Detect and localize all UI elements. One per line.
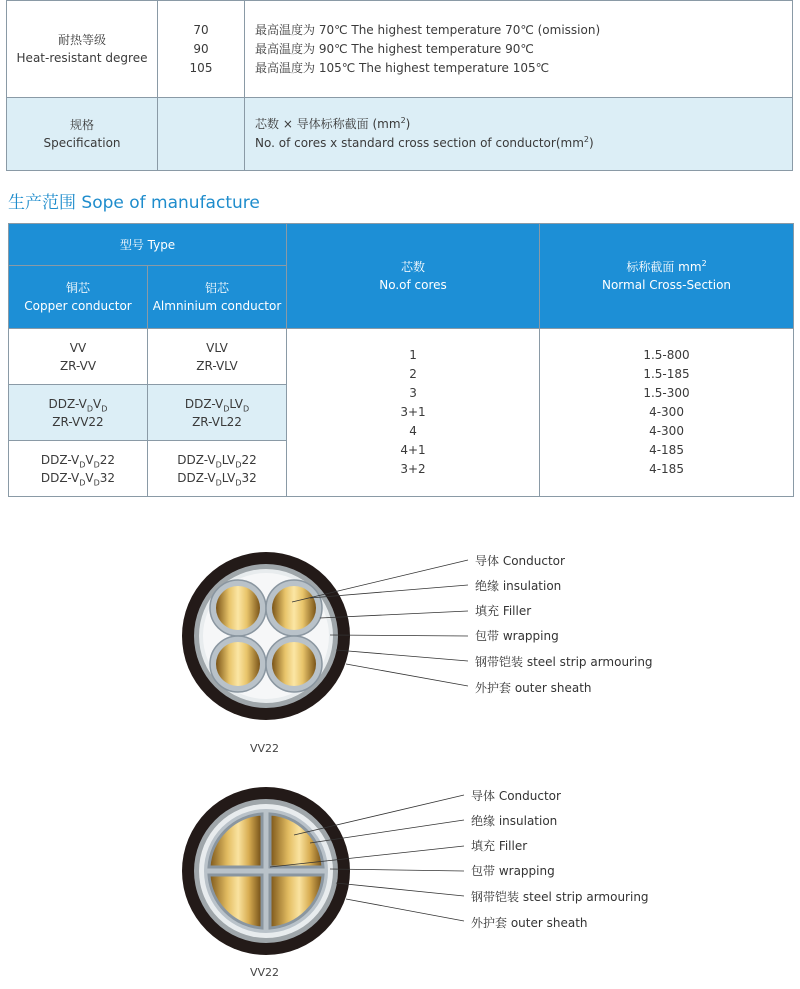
manufacture-table xyxy=(8,223,794,497)
label-wrapping: 包带 wrapping xyxy=(471,864,555,878)
heat-desc-cell xyxy=(245,1,793,98)
cores-header: 芯数 No.of cores xyxy=(287,224,540,329)
copper-group-1: VV ZR-VV xyxy=(9,329,148,385)
aluminium-group-3: DDZ-$V_DLV_D22$ DDZ-$V_DLV_D32$ xyxy=(148,441,287,497)
copper-header: 铜芯 Copper conductor xyxy=(9,266,148,329)
section-title: 生产范围 Sope of manufacture xyxy=(8,193,260,213)
spec-table xyxy=(6,0,793,171)
section-header: 标称截面 $mm^2$ Normal Cross-Section xyxy=(540,224,794,329)
sections-cell: 1.5-800 1.5-185 1.5-300 4-300 4-300 4-185 4-185 xyxy=(540,329,794,497)
spec-row xyxy=(7,98,793,171)
label-armouring: 钢带铠装 steel strip armouring xyxy=(471,890,649,904)
spec-label-en: Specification xyxy=(43,136,121,150)
cores-cell: 1 2 3 3+1 4 4+1 3+2 xyxy=(287,329,540,497)
diagram2-caption: VV22 xyxy=(250,966,280,979)
type-header: 型号 Type xyxy=(9,224,287,266)
heat-value: 105 xyxy=(189,60,213,75)
label-conductor: 导体 Conductor xyxy=(471,789,561,803)
label-insulation: 绝缘 insulation xyxy=(475,579,562,593)
label-armouring: 钢带铠装 steel strip armouring xyxy=(475,655,653,669)
insulation-body xyxy=(204,809,328,933)
heat-row xyxy=(7,1,793,98)
label-outer-sheath: 外护套 outer sheath xyxy=(471,916,588,930)
aluminium-group-1: VLV ZR-VLV xyxy=(148,329,287,385)
spec-desc-en: No. of cores x standard cross section of $conductor(mm^2)$ xyxy=(255,135,594,150)
aluminium-group-2: DDZ-$V_DLV_D$ ZR-VL22 xyxy=(148,385,287,441)
label-filler: 填充 Filler xyxy=(475,604,532,618)
heat-label-cn: 耐热等级 xyxy=(57,33,106,47)
label-wrapping: 包带 wrapping xyxy=(475,629,559,643)
spec-label-cell xyxy=(7,98,158,171)
heat-value: 70 xyxy=(193,22,209,37)
heat-label-en: Heat-resistant degree xyxy=(16,51,148,65)
label-outer-sheath: 外护套 outer sheath xyxy=(475,681,592,695)
heat-values-cell xyxy=(158,1,245,98)
aluminium-header: 铝芯 Almninium conductor xyxy=(148,266,287,329)
copper-group-3: DDZ-$V_DV_D22$ DDZ-$V_DV_D32$ xyxy=(9,441,148,497)
cable-cross-section-sector xyxy=(170,775,650,975)
heat-desc: 最高温度为 90℃ The highest temperature 90℃ xyxy=(255,41,534,56)
heat-value: 90 xyxy=(193,41,209,56)
label-insulation: 绝缘 insulation xyxy=(471,814,558,828)
spec-label-cn: 规格 xyxy=(69,118,94,132)
spec-desc-cell xyxy=(245,98,793,171)
diagram1-caption: VV22 xyxy=(250,742,280,755)
cable-cross-section-round xyxy=(170,540,650,740)
heat-desc: 最高温度为 70℃ The highest temperature 70℃ (omission) xyxy=(255,22,601,37)
spec-empty-cell xyxy=(158,98,245,171)
label-conductor: 导体 Conductor xyxy=(475,554,565,568)
label-filler: 填充 Filler xyxy=(471,839,528,853)
copper-group-2: DDZ-$V_DV_D$ ZR-VV22 xyxy=(9,385,148,441)
heat-desc: 最高温度为 105℃ The highest temperature 105℃ xyxy=(255,60,550,75)
heat-label-cell xyxy=(7,1,158,98)
spec-desc-cn: 芯数 × 导体标称截面 $(mm^2)$ xyxy=(255,116,411,131)
